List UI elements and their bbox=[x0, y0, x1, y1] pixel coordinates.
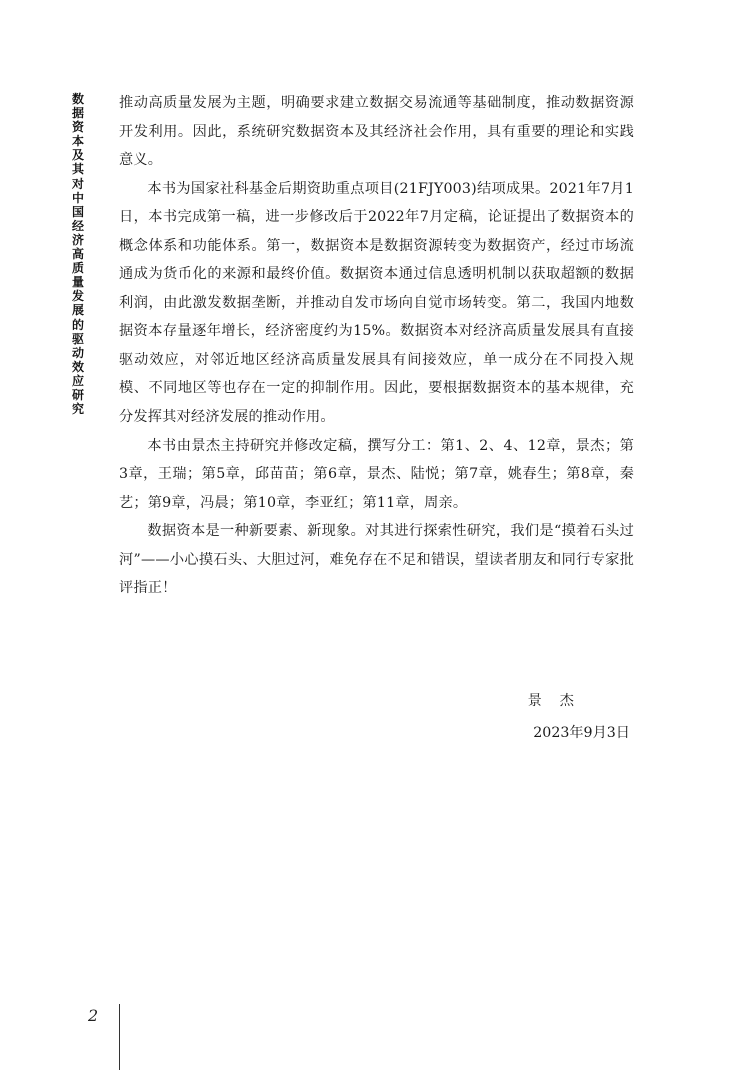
running-book-title: 数据资本及其对中国经济高质量发展的驱动效应研究 bbox=[71, 92, 84, 417]
paragraph-closing: 数据资本是一种新要素、新现象。对其进行探索性研究，我们是“摸着石头过河”——小心摸石头、大胆过河，难免存在不足和错误，望读者朋友和同行专家批评指正！ bbox=[119, 523, 634, 597]
page-number: 2 bbox=[88, 1006, 99, 1025]
preface-body bbox=[119, 89, 634, 603]
paragraph-continuation: 推动高质量发展为主题，明确要求建立数据交易流通等基础制度，推动数据资源开发利用。因此，系统研究数据资本及其经济社会作用，具有重要的理论和实践意义。 bbox=[119, 95, 634, 169]
page-number-divider bbox=[119, 1004, 120, 1070]
author-signature: 景杰 bbox=[527, 693, 592, 709]
signature-date: 2023年9月3日 bbox=[533, 725, 630, 741]
paragraph-project-summary: 本书为国家社科基金后期资助重点项目(21FJY003)结项成果。2021年7月1日，本书完成第一稿，进一步修改后于2022年7月定稿，论证提出了数据资本的概念体系和功能体系。第一，数据资本是数据资源转变为数据资产，经过市场流通成为货币化的来源和最终价值。数据资本通过信息透明机制以获取超额的数据利润，由此激发数据垄断，并推动自发市场向自觉市场转变。第二，我国内地数据资本存量逐年增长，经济密度约为15%。数据资本对经济高质量发展具有直接驱动效应，对邻近地区经济高质量发展具有间接效应，单一成分在不同投入规模、不同地区等也存在一定的抑制作用。因此，要根据数据资本的基本规律，充分发挥其对经济发展的推动作用。 bbox=[119, 180, 634, 426]
paragraph-authors: 本书由景杰主持研究并修改定稿，撰写分工：第1、2、4、12章，景杰；第3章，王瑞；第5章，邱苗苗；第6章，景杰、陆悦；第7章，姚春生；第8章，秦艺；第9章，冯晨；第10章，李亚红；第11章，周亲。 bbox=[119, 437, 634, 511]
